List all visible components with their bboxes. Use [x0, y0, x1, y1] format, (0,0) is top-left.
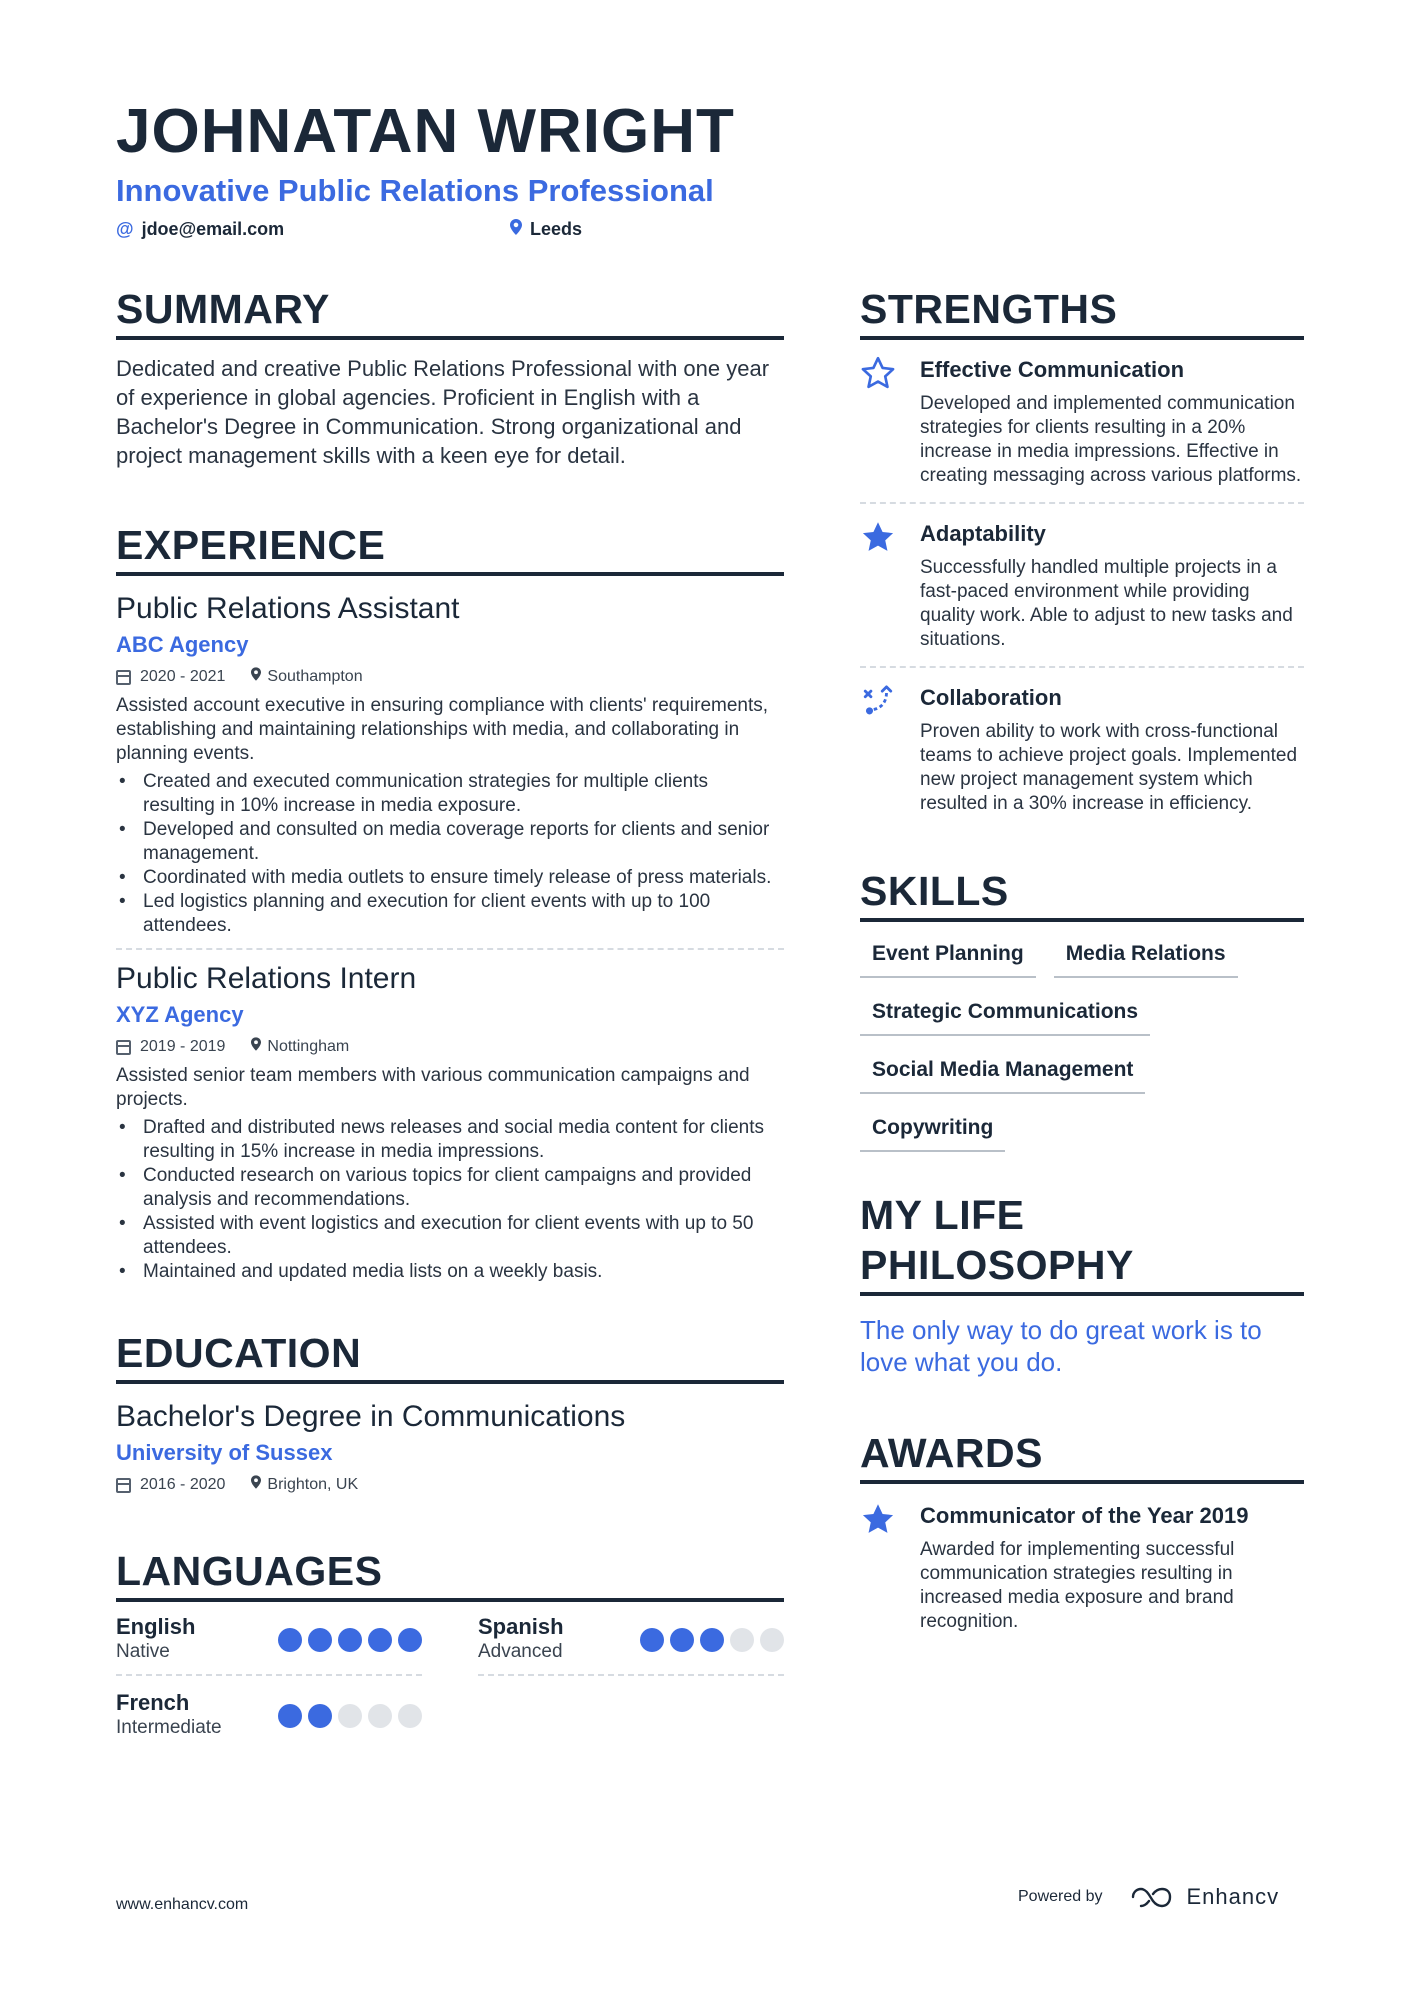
language-item — [116, 1614, 422, 1676]
experience-heading: EXPERIENCE — [116, 520, 784, 576]
location-pin-icon — [510, 216, 522, 242]
job-description: Assisted senior team members with various communication campaigns and projects. — [116, 1065, 750, 1110]
languages-list — [116, 1614, 784, 1764]
location-text: Leeds — [530, 219, 583, 239]
rating-dot-filled — [338, 1628, 362, 1652]
award-title: Communicator of the Year 2019 — [920, 1503, 1249, 1528]
philosophy-section — [860, 1190, 1304, 1378]
language-name: Spanish — [478, 1614, 564, 1639]
strength-text: Proven ability to work with cross-functional teams to achieve project goals. Implemented new project management system which resulted in a 30% increase in efficiency. — [920, 721, 1298, 814]
experience-item — [116, 590, 784, 950]
calendar-icon — [116, 1040, 131, 1055]
strength-text: Successfully handled multiple projects in a fast-paced environment while providing quality work. Able to adjust to new tasks and situations. — [920, 557, 1293, 650]
education-dates: 2016 - 2020 — [140, 1476, 226, 1493]
footer-website[interactable]: www.enhancv.com — [116, 1896, 249, 1913]
skill-tag: Media Relations — [1054, 936, 1238, 978]
star-filled-icon — [860, 520, 920, 652]
powered-by-label: Powered by — [1018, 1888, 1103, 1905]
right-column — [860, 284, 1304, 1634]
strength-item — [860, 668, 1304, 830]
candidate-name: JOHNATAN WRIGHT — [116, 97, 735, 166]
school-name: University of Sussex — [116, 1440, 333, 1465]
resume-header — [116, 96, 1306, 242]
job-bullet: • Developed and consulted on media coverage reports for clients and senior management. — [119, 819, 770, 864]
rating-dot-filled — [368, 1628, 392, 1652]
rating-dot-filled — [278, 1628, 302, 1652]
skills-section — [860, 866, 1304, 1152]
language-item — [478, 1614, 784, 1676]
skill-tag: Event Planning — [860, 936, 1036, 978]
awards-section — [860, 1428, 1304, 1634]
job-company: ABC Agency — [116, 632, 249, 657]
job-meta — [116, 666, 784, 688]
at-icon: @ — [116, 219, 134, 239]
job-description: Assisted account executive in ensuring compliance with clients' requirements, establishing and maintaining relationships with media, and collaborating in planning events. — [116, 695, 769, 764]
location-pin-icon — [251, 1036, 261, 1058]
rating-dot-empty — [730, 1628, 754, 1652]
job-bullets — [116, 1116, 784, 1284]
location-pin-icon — [251, 666, 261, 688]
award-text: Awarded for implementing successful communication strategies resulting in increased media exposure and brand recognition. — [920, 1539, 1235, 1632]
star-filled-icon — [860, 1502, 920, 1634]
languages-heading: LANGUAGES — [116, 1546, 784, 1602]
experience-item — [116, 960, 784, 1284]
strengths-section — [860, 284, 1304, 830]
job-dates: 2020 - 2021 — [140, 668, 226, 685]
degree-title: Bachelor's Degree in Communications — [116, 1400, 626, 1433]
job-company: XYZ Agency — [116, 1002, 244, 1027]
rating-dot-filled — [308, 1628, 332, 1652]
job-bullet: • Conducted research on various topics for client campaigns and provided analysis and recommendations. — [119, 1165, 752, 1210]
job-location: Nottingham — [267, 1038, 350, 1055]
job-dates: 2019 - 2019 — [140, 1038, 226, 1055]
job-bullet: • Created and executed communication strategies for multiple clients resulting in 10% increase in media exposure. — [119, 771, 709, 816]
strength-title: Collaboration — [920, 685, 1062, 710]
job-bullet: • Drafted and distributed news releases and social media content for clients resulting in 15% increase in media impressions. — [119, 1117, 765, 1162]
left-column — [116, 284, 784, 1764]
job-location: Southampton — [267, 668, 363, 685]
rating-dot-filled — [700, 1628, 724, 1652]
calendar-icon — [116, 670, 131, 685]
job-bullet: • Led logistics planning and execution for client events with up to 100 attendees. — [119, 891, 711, 936]
skill-tag: Copywriting — [860, 1110, 1005, 1152]
experience-section — [116, 520, 784, 1284]
star-outline-icon — [860, 356, 920, 488]
language-name: English — [116, 1614, 196, 1639]
awards-heading: AWARDS — [860, 1428, 1304, 1484]
strength-title: Adaptability — [920, 521, 1046, 546]
job-bullet: • Coordinated with media outlets to ensure timely release of press materials. — [119, 867, 772, 888]
strength-title: Effective Communication — [920, 357, 1185, 382]
strength-text: Developed and implemented communication strategies for clients resulting in a 20% increase in media impressions. Effective in creating messaging across various platforms. — [920, 393, 1302, 486]
rating-dot-filled — [278, 1704, 302, 1728]
skills-heading: SKILLS — [860, 866, 1304, 922]
language-rating — [278, 1704, 422, 1728]
languages-section — [116, 1546, 784, 1764]
summary-text: Dedicated and creative Public Relations Professional with one year of experience in global agencies. Proficient in English with a Bachelor's Degree in Communication. Strong organizational and project management skills with a keen eye for detail. — [116, 356, 770, 468]
brand-name: Enhancv — [1186, 1884, 1280, 1909]
strategy-icon — [860, 684, 920, 816]
divider — [116, 948, 784, 950]
philosophy-quote: The only way to do great work is to love what you do. — [860, 1315, 1262, 1377]
enhancv-logo-icon — [1129, 1885, 1175, 1909]
contact-email[interactable] — [116, 216, 510, 242]
education-section — [116, 1328, 784, 1496]
language-item — [116, 1690, 422, 1750]
strengths-heading: STRENGTHS — [860, 284, 1304, 340]
footer-branding — [1018, 1884, 1279, 1910]
email-text: jdoe@email.com — [141, 219, 285, 239]
education-location: Brighton, UK — [267, 1476, 359, 1493]
job-meta — [116, 1036, 784, 1058]
rating-dot-filled — [670, 1628, 694, 1652]
job-bullet: • Maintained and updated media lists on a weekly basis. — [119, 1261, 603, 1282]
summary-section — [116, 284, 784, 470]
language-level: Intermediate — [116, 1717, 222, 1738]
calendar-icon — [116, 1478, 131, 1493]
candidate-title: Innovative Public Relations Professional — [116, 173, 714, 208]
strength-item — [860, 340, 1304, 504]
language-rating — [640, 1628, 784, 1652]
job-role: Public Relations Assistant — [116, 592, 460, 625]
language-name: French — [116, 1690, 190, 1715]
education-heading: EDUCATION — [116, 1328, 784, 1384]
language-level: Native — [116, 1641, 170, 1662]
award-item — [860, 1484, 1304, 1634]
language-rating — [278, 1628, 422, 1652]
language-level: Advanced — [478, 1641, 563, 1662]
skills-list — [860, 936, 1304, 1152]
rating-dot-empty — [398, 1704, 422, 1728]
rating-dot-empty — [338, 1704, 362, 1728]
skill-tag: Strategic Communications — [860, 994, 1150, 1036]
job-role: Public Relations Intern — [116, 962, 417, 995]
philosophy-heading: MY LIFE PHILOSOPHY — [860, 1190, 1304, 1296]
job-bullet: • Assisted with event logistics and execution for client events with up to 50 attendees. — [119, 1213, 754, 1258]
strength-item — [860, 504, 1304, 668]
education-meta — [116, 1474, 784, 1496]
location-pin-icon — [251, 1474, 261, 1496]
contact-location — [510, 216, 582, 242]
rating-dot-empty — [760, 1628, 784, 1652]
summary-heading: SUMMARY — [116, 284, 784, 340]
job-bullets — [116, 770, 784, 938]
rating-dot-empty — [368, 1704, 392, 1728]
contact-info — [116, 216, 1306, 242]
rating-dot-filled — [308, 1704, 332, 1728]
skill-tag: Social Media Management — [860, 1052, 1145, 1094]
rating-dot-filled — [398, 1628, 422, 1652]
rating-dot-filled — [640, 1628, 664, 1652]
